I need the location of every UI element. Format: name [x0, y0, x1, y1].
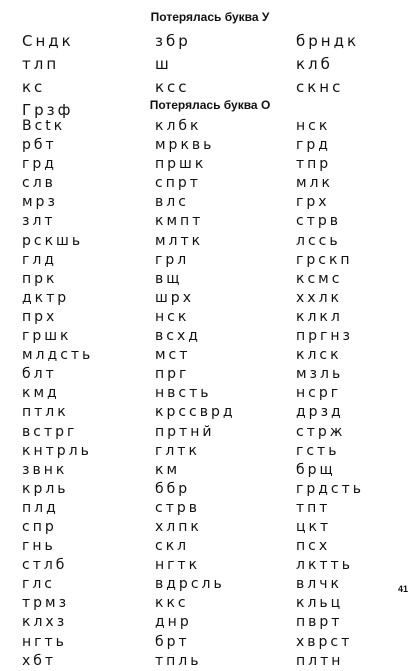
list-item: грл — [155, 251, 190, 268]
list-item: тпр — [296, 156, 332, 173]
list-item: крссврд — [155, 404, 236, 421]
list-item: брщ — [296, 461, 336, 478]
list-item: спр — [22, 518, 57, 535]
list-item: дрзд — [296, 404, 344, 421]
list-item: млтк — [155, 232, 204, 249]
list-item: стрж — [296, 423, 346, 440]
list-item: ххлк — [296, 289, 342, 306]
list-item: клкл — [296, 308, 343, 325]
list-item: гнь — [22, 538, 56, 555]
section-title-o: Потерялась буква О — [149, 98, 271, 112]
word-column-o-3 — [296, 117, 364, 671]
list-item: клб — [296, 55, 333, 73]
list-item: глд — [22, 251, 57, 268]
list-item: нсрг — [296, 385, 342, 402]
list-item: слв — [22, 175, 56, 192]
list-item: глтк — [155, 442, 200, 459]
list-item: нск — [296, 118, 331, 134]
list-item: тпль — [155, 652, 202, 669]
list-item: тлп — [22, 55, 60, 73]
list-item: стлб — [22, 557, 68, 574]
list-item: брндк — [296, 32, 360, 50]
list-item: пврт — [296, 614, 343, 631]
list-item: грд — [296, 137, 331, 154]
list-item: глс — [22, 576, 56, 593]
list-item: влс — [155, 194, 189, 211]
list-item: млдсть — [22, 347, 94, 364]
list-item: мрз — [22, 194, 58, 211]
list-item: ксмс — [296, 270, 343, 287]
list-item: клск — [296, 347, 342, 364]
list-item: ксс — [155, 78, 190, 96]
list-item: скнс — [296, 78, 344, 96]
word-column-u-2 — [155, 30, 191, 99]
list-item: плтн — [296, 652, 344, 669]
list-item: лссь — [296, 232, 341, 249]
list-item: тпт — [296, 499, 331, 516]
list-item: прх — [22, 308, 58, 325]
list-item: гсть — [296, 442, 340, 459]
list-item: мзль — [296, 366, 344, 383]
list-item: кмпт — [155, 213, 204, 230]
word-column-o-1 — [22, 117, 93, 671]
list-item: трмз — [22, 595, 70, 612]
list-item: блт — [22, 366, 57, 383]
list-item: скл — [155, 538, 190, 555]
list-item: кнтрль — [22, 442, 92, 459]
list-item: спрт — [155, 175, 201, 192]
list-item: хбт — [22, 652, 57, 669]
list-item: псх — [296, 538, 331, 555]
list-item: лктть — [296, 557, 353, 574]
list-item: рбт — [22, 137, 57, 154]
list-item: Вctк — [22, 118, 66, 134]
list-item: грскп — [296, 251, 353, 268]
list-item: ккс — [155, 595, 189, 612]
list-item: мст — [155, 347, 191, 364]
list-item: кс — [22, 78, 46, 96]
list-item: км — [155, 461, 181, 478]
list-item: хлпк — [155, 518, 202, 535]
list-item: птлк — [22, 404, 69, 421]
list-item: брт — [155, 633, 190, 650]
list-item: дктр — [22, 289, 70, 306]
list-item: стрв — [296, 213, 341, 230]
list-item: шрх — [155, 289, 194, 306]
list-item: вщ — [155, 270, 183, 287]
list-item: нгть — [22, 633, 67, 650]
list-item: ббр — [155, 480, 191, 497]
list-item: днр — [155, 614, 192, 631]
list-item: кльц — [296, 595, 344, 612]
list-item: грх — [296, 194, 330, 211]
list-item: встрг — [22, 423, 78, 440]
section-title-u: Потерялась буква У — [150, 10, 270, 24]
list-item: грд — [22, 156, 57, 173]
list-item: прг — [155, 366, 190, 383]
list-item: Сндк — [22, 32, 74, 50]
list-item: прк — [22, 270, 58, 287]
list-item: пргнз — [296, 328, 353, 345]
page-number: 41 — [397, 584, 408, 594]
list-item: рскшь — [22, 232, 84, 249]
list-item: звнк — [22, 461, 68, 478]
list-item: клбк — [155, 118, 202, 134]
list-item: хврст — [296, 633, 353, 650]
list-item: пртнй — [155, 423, 215, 440]
list-item: плд — [22, 499, 59, 516]
list-item: влчк — [296, 576, 342, 593]
list-item: Грзф — [22, 101, 74, 119]
word-column-u-3 — [296, 30, 359, 99]
list-item: клхз — [22, 614, 68, 631]
list-item: грдсть — [296, 480, 365, 497]
list-item: крль — [22, 480, 69, 497]
list-item: злт — [22, 213, 56, 230]
word-column-o-2 — [155, 117, 236, 671]
list-item: вдрсль — [155, 576, 225, 593]
list-item: кмд — [22, 385, 60, 402]
list-item: нгтк — [155, 557, 201, 574]
list-item: мрквь — [155, 137, 215, 154]
list-item: всхд — [155, 328, 201, 345]
list-item: нск — [155, 308, 190, 325]
list-item: нвсть — [155, 385, 212, 402]
list-item: збр — [155, 32, 191, 50]
list-item: пршк — [155, 156, 207, 173]
list-item: стрв — [155, 499, 200, 516]
list-item: млк — [296, 175, 333, 192]
list-item: ш — [155, 55, 172, 73]
list-item: цкт — [296, 518, 332, 535]
list-item: гршк — [22, 328, 72, 345]
